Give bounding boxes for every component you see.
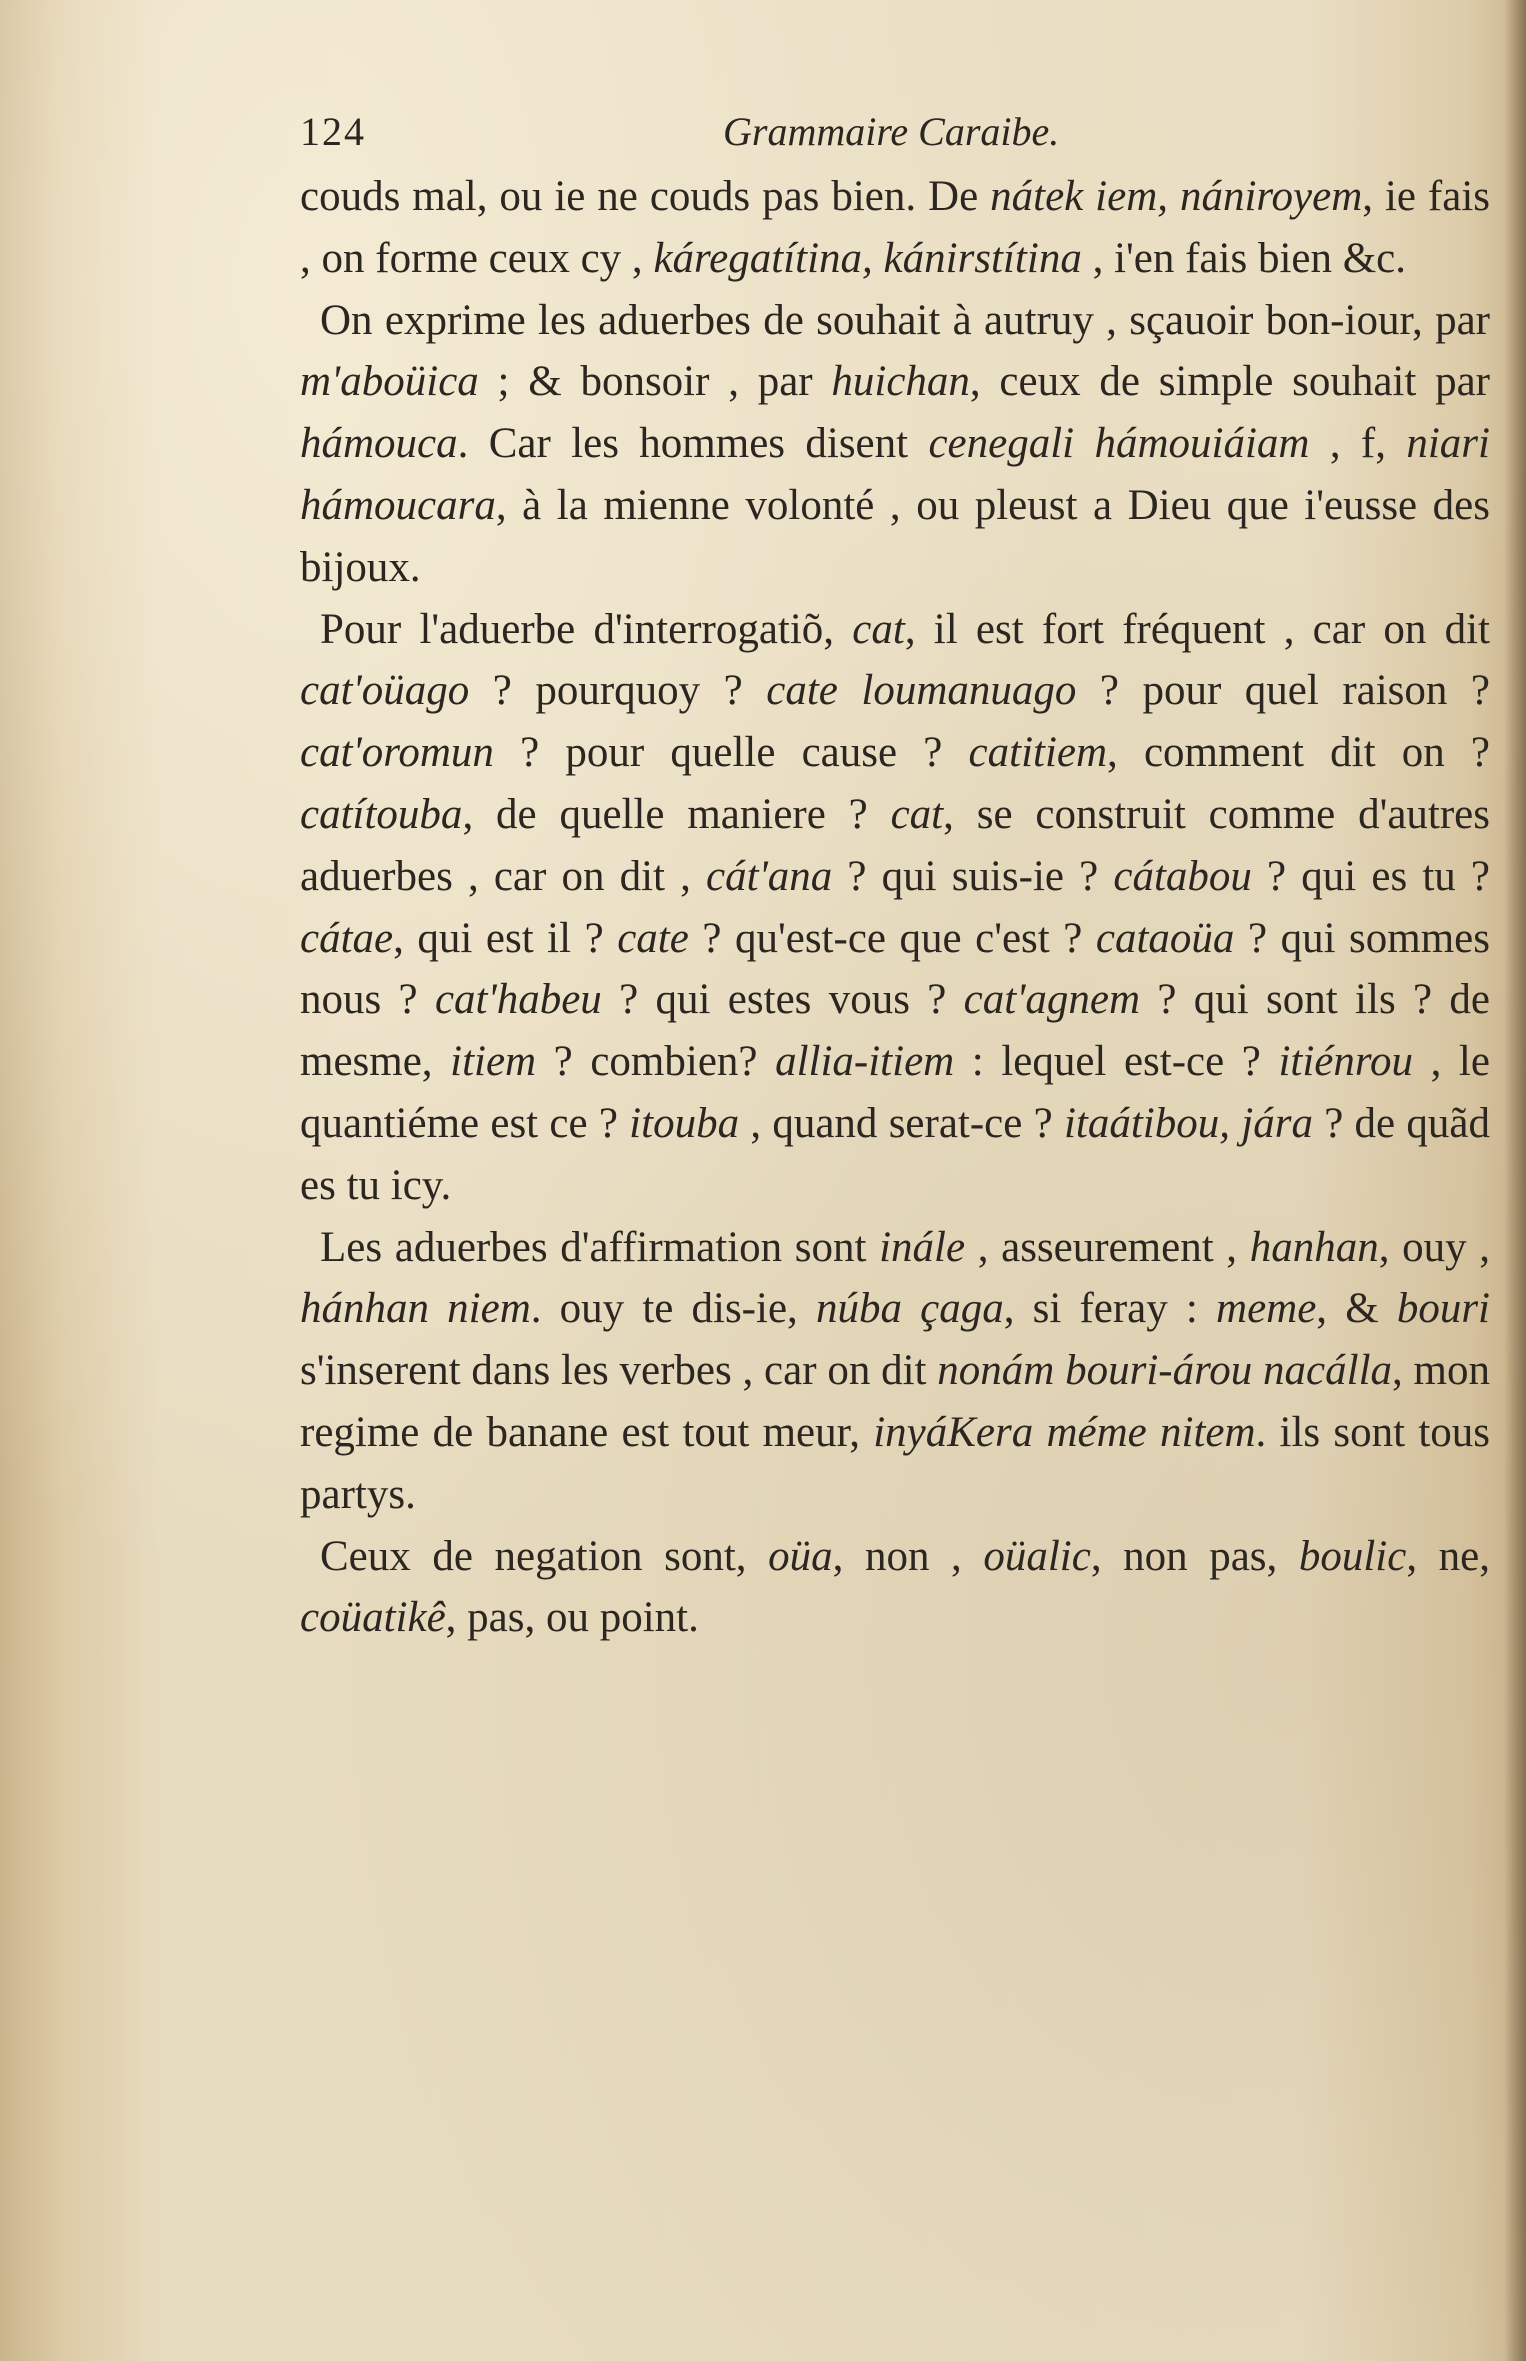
text-run: , il est fort fréquent , car on dit bbox=[904, 605, 1490, 653]
text-run: , pas, ou point. bbox=[445, 1594, 699, 1642]
text-run: , si feray : bbox=[1003, 1285, 1217, 1333]
carib-term: oüa bbox=[768, 1532, 833, 1580]
carib-term: allia-itiem bbox=[775, 1038, 955, 1086]
carib-term: cat bbox=[852, 605, 905, 653]
carib-term: cenegali hámouiáiam bbox=[928, 420, 1310, 468]
text-run: , comment dit on ? bbox=[1107, 729, 1490, 777]
text-run: , non pas, bbox=[1090, 1532, 1299, 1580]
text-run: Ceux de negation sont, bbox=[320, 1532, 769, 1580]
text-run: , f, bbox=[1309, 420, 1407, 468]
text-run: , à la mienne volonté , ou pleust a Dieu que i'eusse des bijoux. bbox=[300, 481, 1490, 591]
text-run: , le quantiéme est ce ? bbox=[300, 1038, 1490, 1147]
text-run: ? qu'est-ce que c'est ? bbox=[688, 914, 1096, 962]
page-number: 124 bbox=[300, 109, 366, 154]
carib-term: cate loumanuago bbox=[766, 667, 1077, 715]
carib-term: bouri bbox=[1396, 1285, 1490, 1333]
text-run: On exprime les aduerbes de souhait à autruy , sçauoir bon-iour, par bbox=[320, 296, 1490, 344]
text-run: ? qui suis-ie ? bbox=[832, 852, 1114, 900]
carib-term: cat bbox=[890, 790, 944, 838]
text-run: , asseurement , bbox=[965, 1223, 1250, 1271]
carib-term: cat'oüago bbox=[300, 667, 470, 715]
paragraph-4 bbox=[300, 1217, 1490, 1526]
running-title: Grammaire Caraibe. bbox=[723, 109, 1060, 154]
carib-term: catítouba bbox=[300, 790, 463, 838]
carib-term: hámouca bbox=[300, 420, 458, 468]
page-edge-shadow bbox=[1504, 0, 1526, 2361]
carib-term: oüalic bbox=[983, 1532, 1091, 1580]
text-run: ? pour quelle cause ? bbox=[493, 729, 969, 777]
carib-term: hanhan bbox=[1249, 1223, 1379, 1271]
text-run: Pour l'aduerbe d'interrogatiõ, bbox=[320, 605, 853, 653]
paragraph-5 bbox=[300, 1526, 1490, 1650]
carib-term: meme bbox=[1216, 1285, 1317, 1333]
paragraph-1 bbox=[300, 166, 1490, 290]
text-run: , quand serat-ce ? bbox=[739, 1099, 1064, 1147]
text-run: . ils sont tous partys. bbox=[300, 1408, 1491, 1518]
carib-term: huichan bbox=[831, 358, 970, 406]
carib-term: itaátibou, jára bbox=[1063, 1099, 1313, 1147]
text-run: , & bbox=[1316, 1285, 1397, 1333]
text-run: : lequel est-ce ? bbox=[954, 1038, 1279, 1086]
carib-term: boulic bbox=[1298, 1532, 1407, 1580]
carib-term: itiem bbox=[450, 1038, 537, 1086]
text-run: ; & bonsoir , par bbox=[478, 358, 832, 406]
carib-term: káregatítina, kánirstítina bbox=[653, 234, 1082, 282]
carib-term: cat'oromun bbox=[300, 729, 494, 777]
text-run: ? pour quel raison ? bbox=[1076, 667, 1490, 715]
text-run: ? qui es tu ? bbox=[1251, 852, 1490, 900]
carib-term: inyáKera méme nitem bbox=[873, 1408, 1256, 1456]
text-run: , ceux de simple souhait par bbox=[969, 358, 1490, 406]
carib-term: itouba bbox=[629, 1099, 740, 1147]
carib-term: cátabou bbox=[1113, 852, 1252, 900]
body-text bbox=[300, 166, 1490, 1649]
text-run: ? qui estes vous ? bbox=[601, 976, 964, 1024]
carib-term: cat'habeu bbox=[434, 976, 602, 1024]
carib-term: itiénrou bbox=[1278, 1038, 1414, 1086]
text-run: , non , bbox=[832, 1532, 984, 1580]
carib-term: nátek iem, nániroyem bbox=[990, 173, 1363, 220]
text-run: , i'en fais bien &c. bbox=[1081, 234, 1407, 282]
text-run: . ouy te dis-ie, bbox=[530, 1285, 816, 1333]
carib-term: cate bbox=[617, 914, 689, 962]
text-run: , de quelle maniere ? bbox=[462, 790, 891, 838]
text-run: , ie fais , on forme ceux cy , bbox=[300, 173, 1490, 282]
text-run: ? combien? bbox=[536, 1038, 776, 1086]
carib-term: cataoüa bbox=[1095, 914, 1235, 962]
carib-term: núba çaga bbox=[815, 1285, 1004, 1333]
text-run: ? de quãd es tu icy. bbox=[300, 1099, 1490, 1209]
text-run: Les aduerbes d'affirmation sont bbox=[320, 1223, 880, 1271]
paragraph-3 bbox=[300, 599, 1490, 1217]
carib-term: catitiem bbox=[968, 729, 1108, 777]
carib-term: hánhan niem bbox=[300, 1285, 531, 1333]
carib-term: cátae bbox=[300, 914, 394, 962]
text-run: , ouy , bbox=[1378, 1223, 1491, 1271]
paragraph-2 bbox=[300, 290, 1490, 599]
text-run: , qui est il ? bbox=[393, 914, 618, 962]
text-run: ? qui sommes nous ? bbox=[300, 914, 1491, 1024]
carib-term: cat'agnem bbox=[963, 976, 1141, 1024]
text-run: ? pourquoy ? bbox=[469, 667, 767, 715]
text-run: ? qui sont ils ? de mesme, bbox=[300, 976, 1490, 1086]
carib-term: coüatikê bbox=[300, 1594, 446, 1642]
carib-term: inále bbox=[879, 1223, 966, 1271]
text-run: , mon regime de banane est tout meur, bbox=[300, 1347, 1490, 1456]
text-run: couds mal, ou ie ne couds pas bien. De bbox=[300, 173, 991, 220]
text-run: , ne, bbox=[1406, 1532, 1490, 1580]
carib-term: m'aboüica bbox=[300, 358, 479, 406]
carib-term: niari hámoucara bbox=[300, 420, 1490, 529]
carib-term: nonám bouri-árou nacálla bbox=[937, 1347, 1393, 1395]
text-run: . Car les hommes disent bbox=[457, 420, 929, 468]
page-header bbox=[300, 108, 1480, 168]
carib-term: cát'ana bbox=[706, 852, 833, 900]
text-run: s'inserent dans les verbes , car on dit bbox=[300, 1347, 938, 1395]
text-run: , se construit comme d'autres aduerbes , car on dit , bbox=[300, 790, 1490, 900]
